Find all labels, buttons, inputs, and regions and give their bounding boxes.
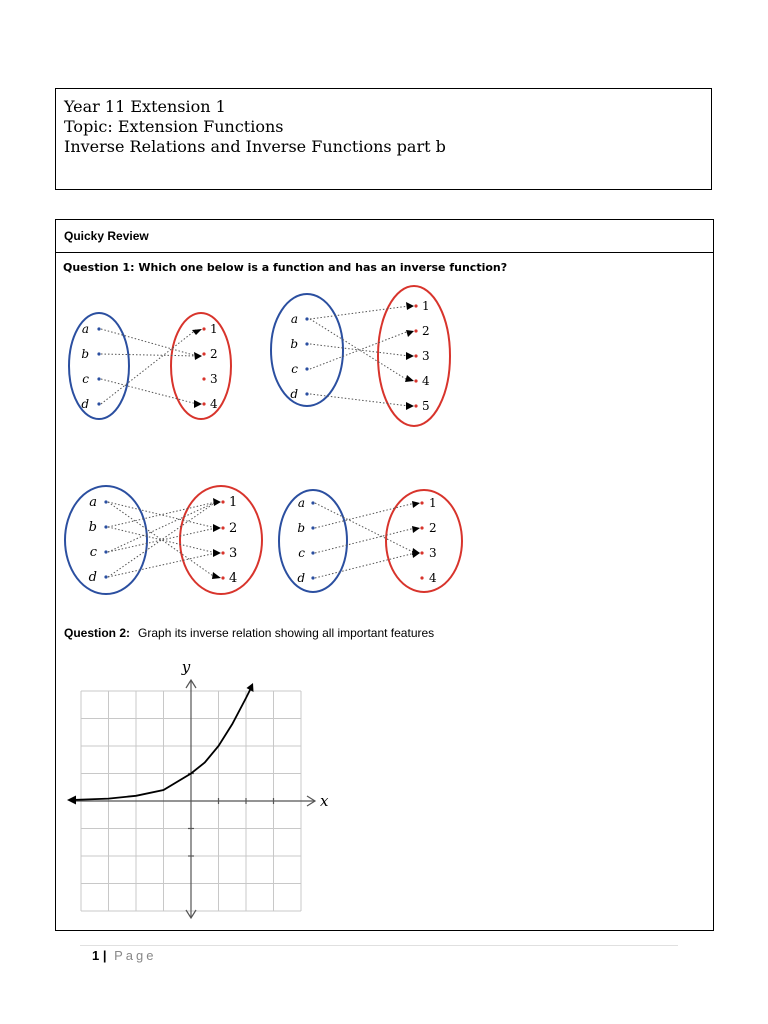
range-label: 4 (210, 397, 218, 411)
domain-label: b (81, 347, 89, 361)
range-label: 2 (422, 324, 430, 338)
quicky-review-box (55, 219, 714, 931)
range-label: 1 (210, 322, 218, 336)
question-1-text: Question 1: Which one below is a function and has an inverse function? (63, 261, 508, 274)
range-label: 3 (229, 546, 238, 561)
question-2-label: Question 2: (64, 626, 131, 640)
curve-arrow-left (67, 796, 76, 805)
domain-label: c (82, 372, 89, 386)
domain-label: b (297, 521, 305, 535)
domain-label: b (88, 520, 97, 535)
domain-label: a (297, 496, 305, 510)
header-year: Year 11 Extension 1 (64, 97, 226, 116)
range-label: 1 (229, 495, 238, 510)
range-oval (171, 313, 231, 419)
domain-label: d (88, 570, 97, 585)
range-oval (386, 490, 462, 592)
range-label: 2 (210, 347, 218, 361)
review-title: Quicky Review (56, 220, 713, 253)
range-oval (180, 486, 262, 594)
domain-label: a (89, 495, 97, 510)
range-label: 1 (422, 299, 430, 313)
domain-label: c (89, 545, 97, 560)
question-2-text: Graph its inverse relation showing all important features (138, 626, 435, 640)
exponential-graph (61, 658, 341, 923)
header-subtopic: Inverse Relations and Inverse Functions part b (64, 137, 446, 156)
domain-label: c (298, 546, 305, 560)
range-label: 3 (429, 546, 437, 560)
page-word: Page (114, 948, 157, 963)
range-label: 4 (422, 374, 430, 388)
domain-label: c (291, 362, 298, 376)
domain-label: b (290, 337, 298, 351)
domain-oval (271, 294, 343, 406)
range-label: 4 (229, 571, 238, 586)
domain-label: d (81, 397, 89, 411)
range-label: 3 (210, 372, 218, 386)
range-label: 4 (429, 571, 437, 585)
mapping-diagram-2 (266, 282, 466, 432)
domain-label: d (297, 571, 305, 585)
range-label: 3 (422, 349, 430, 363)
domain-label: a (81, 322, 89, 336)
mapping-diagram-3 (61, 478, 271, 603)
range-label: 5 (422, 399, 430, 413)
page-number: 1 (92, 948, 100, 963)
mapping-diagram-1 (61, 306, 251, 431)
page-separator: | (102, 948, 107, 963)
range-label: 2 (229, 521, 238, 536)
footer-divider (80, 945, 678, 946)
page-footer (92, 948, 157, 963)
header-topic: Topic: Extension Functions (64, 117, 284, 136)
question-2 (64, 626, 434, 640)
domain-label: d (290, 387, 298, 401)
x-axis-label: x (320, 792, 329, 810)
range-label: 1 (429, 496, 437, 510)
y-axis-label: y (181, 658, 191, 676)
curve (71, 688, 251, 800)
range-label: 2 (429, 521, 437, 535)
header-box (55, 88, 712, 190)
mapping-diagram-4 (279, 483, 469, 608)
domain-label: a (290, 312, 298, 326)
